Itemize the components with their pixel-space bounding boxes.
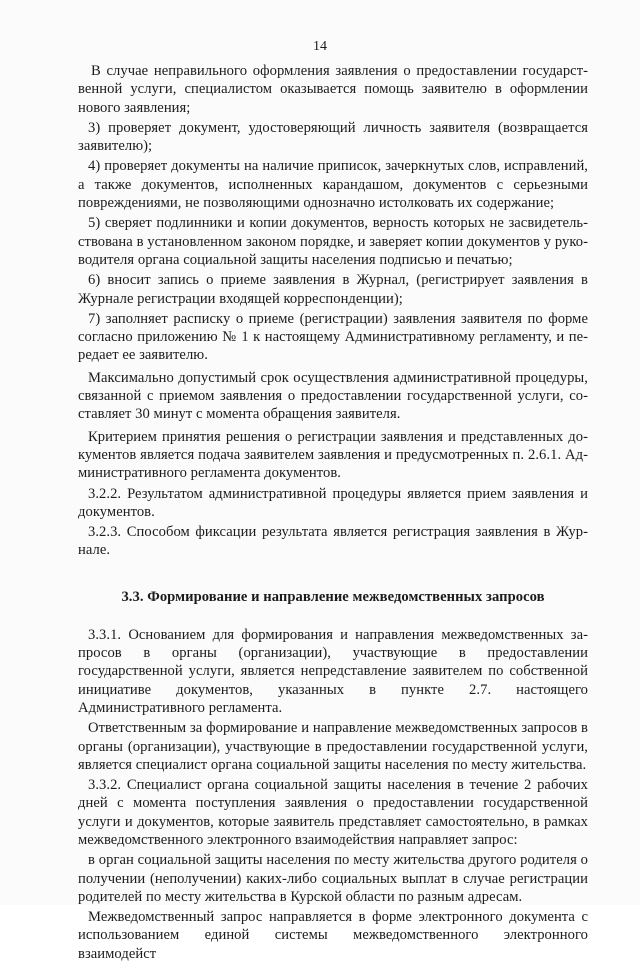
section-heading: 3.3. Формирование и направление межведомственных запросов <box>121 588 545 605</box>
paragraph: Критерием принятия решения о регистрации заявления и представленных документов является подача заявителем заявления и предусмотренных п. 2.6.1. Административного регламента документов. <box>78 428 588 482</box>
paragraph: В случае неправильного оформления заявления о предоставлении государственной услуги, специалистом оказывается помощь заявителю в оформлении нового заявления; <box>78 63 588 116</box>
paragraph: 7) заполняет расписку о приеме (регистрации) заявления заявителя по форме согласно приложению № 1 к настоящему Административному регламенту, и передает ее заявителю. <box>78 310 588 364</box>
paragraph: 3.3.1. Основанием для формирования и направления межведомственных запросов в органы (организации), участвующие в предоставлении государственной услуги, является непредставление заявителем по собственной инициативе документов, указанных в пункте 2.7. настоящего Административного регламента. <box>78 626 588 716</box>
paragraph: 3.2.2. Результатом административной процедуры является прием заявления и документов. <box>78 485 588 520</box>
paragraph: 5) сверяет подлинники и копии документов, верность которых не засвидетельствована в установленном законом порядке, и заверяет копии документов у руководителя органа социальной защиты населения подписью и печатью; <box>78 215 588 268</box>
paragraph: Межведомственный запрос направляется в форме электронного документа с использованием единой системы межведомственного электронного взаимодейст <box>78 909 588 962</box>
paragraph: 6) вносит запись о приеме заявления в Журнал, (регистрирует заявления в Журнале регистрации входящей корреспонденции); <box>78 272 588 307</box>
paragraph: 3) проверяет документ, удостоверяющий личность заявителя (возвращается заявителю); <box>78 119 588 155</box>
paragraph: 3.3.2. Специалист органа социальной защиты населения в течение 2 рабочих дней с момента поступления заявления о предоставлении государственной услуги и документов, которые заявитель представляет самостоятельно, в рамках межведомственного электронного взаимодействия направляет запрос: <box>78 777 588 848</box>
paragraph: Ответственным за формирование и направление межведомственных запросов в органы (организации), участвующие в предоставлении государственной услуги, является специалист органа социальной защиты населения по месту жительства. <box>78 720 588 773</box>
page-number: 14 <box>313 39 327 54</box>
paragraph: в орган социальной защиты населения по месту жительства другого родителя о получении (неполучении) каких-либо социальных выплат в случае регистрации родителей по месту жительства в Курской области по разным адресам. <box>78 852 588 905</box>
page-body <box>78 62 588 965</box>
paragraph: 3.2.3. Способом фиксации результата является регистрация заявления в Журнале. <box>78 524 588 559</box>
paragraph: Максимально допустимый срок осуществления административной процедуры, связанной с приемом заявления о предоставлении государственной услуги, составляет 30 минут с момента обращения заявителя. <box>78 369 588 423</box>
paragraph: 4) проверяет документы на наличие приписок, зачеркнутых слов, исправлений, а также документов, исполненных карандашом, документов с серьезными повреждениями, не позволяющими однозначно истолковать их содержание; <box>78 158 588 212</box>
